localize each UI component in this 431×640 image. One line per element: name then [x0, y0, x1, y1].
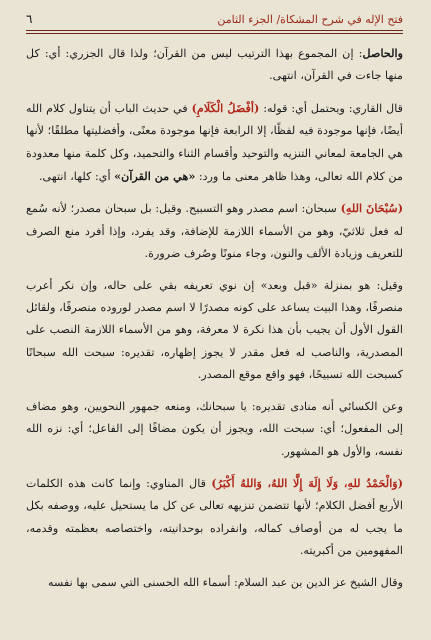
keyword-alhasil: والحاصل [362, 46, 403, 60]
paragraph-text: وقيل: هو بمنزلة «قبل وبعد» إن نوي تعريفه بقي على حاله، وإن نكر أعرب منصرفًا، وهذا البيت يساعد على كونه مصدرًا لا اسم مصدر لوروده منصرفًا، ولقائل القول الأول أن يجيب بأن هذا نكرة لا معرفة، وهو من الأسماء اللازمة النصب على المصدرية، والناصب له فعل مقدر لا يجوز إظهاره، تقديره: سبحت الله سبحانًا كسبحت الله تسبيحًا، فهو واقع موقع المصدر. [26, 278, 403, 382]
running-title: فتح الإله في شرح المشكاة/ الجزء الثامن [217, 12, 403, 26]
paragraph-text: سبحان: اسم مصدر وهو التسبيح. وقيل: بل سبحان مصدر؛ لأنه سُمع له فعل ثلاثيّ، وهو من الأسماء اللازمة للإضافة، وقد يفرد، وإذا أفرد منع الصرف للتعريف وزيادة الألف والنون، وجاء منونًا وصُرف ضرورة. [26, 202, 403, 261]
paragraph-text: قال المناوي: وإنما كانت هذه الكلمات الأربع أفضل الكلام؛ لأنها تتضمن تنزيهه تعالى عن كل ما يستحيل عليه، ووصفه بكل ما يجب له من أوصاف كماله، وانفراده بوحدانيته، واختصاصه بعظمته وقدمه، المفهومين من أكبريته. [26, 476, 403, 558]
paragraph-qari [26, 97, 403, 189]
paragraph-text: وقال الشيخ عز الدين بن عبد السلام: أسماء الله الحسنى التي سمى بها نفسه [48, 575, 403, 589]
paragraph-summary [26, 42, 403, 88]
paragraph-text: قال القاري: ويحتمل أي: قوله: [259, 101, 403, 115]
paragraph-text: : إن المجموع بهذا الترتيب ليس من القرآن؛ ولذا قال الجزري: أي: كل منها جاءت في القرآن، انتهى. [26, 47, 403, 83]
paragraph-izz [26, 572, 403, 594]
paragraph-munawi [26, 472, 403, 563]
page-header [26, 8, 403, 30]
paragraph-text: وعن الكسائي أنه منادى تقديره: يا سبحانك، ومنعه جمهور النحويين، وهو مضاف إلى المفعول؛ أي: سبحت الله، ويجوز أن يكون مضافًا إلى الفاعل؛ أي: نزه الله نفسه، والأول هو المشهور. [26, 399, 403, 458]
paragraph-text: أي: كلها، انتهى. [39, 170, 115, 184]
paragraph-qil [26, 275, 403, 387]
header-rule [26, 30, 403, 34]
hadith-quote: (أفْضَلُ الْكَلَامِ) [191, 100, 260, 115]
hadith-quote: (سُبْحَانَ اللهِ) [340, 201, 403, 216]
paragraph-text: في حديث الباب أن يتناول كلام الله أيضًا، فإنها موجودة فيه لفظًا، إلا الرابعة فإنها موجودة معنًى، وأفضليتها مطلقًا؛ لأنها هي الجامعة لمعاني التنزيه والتوحيد وأقسام الثناء والتحميد، وكل كلمة منها معدودة من كلام الله تعالى، وهذا ظاهر معنى ما ورد: [26, 101, 403, 184]
paragraph-kisai [26, 396, 403, 463]
hadith-quote: (وَالْحَمْدُ للهِ، وَلَا إِلَهَ إِلَّا اللهُ، وَاللهُ أَكْبَرُ) [211, 475, 403, 490]
bold-quote: «هي من القرآن» [114, 169, 196, 184]
page-number: ٦ [26, 12, 33, 26]
page-body [26, 42, 403, 594]
paragraph-subhan [26, 197, 403, 265]
